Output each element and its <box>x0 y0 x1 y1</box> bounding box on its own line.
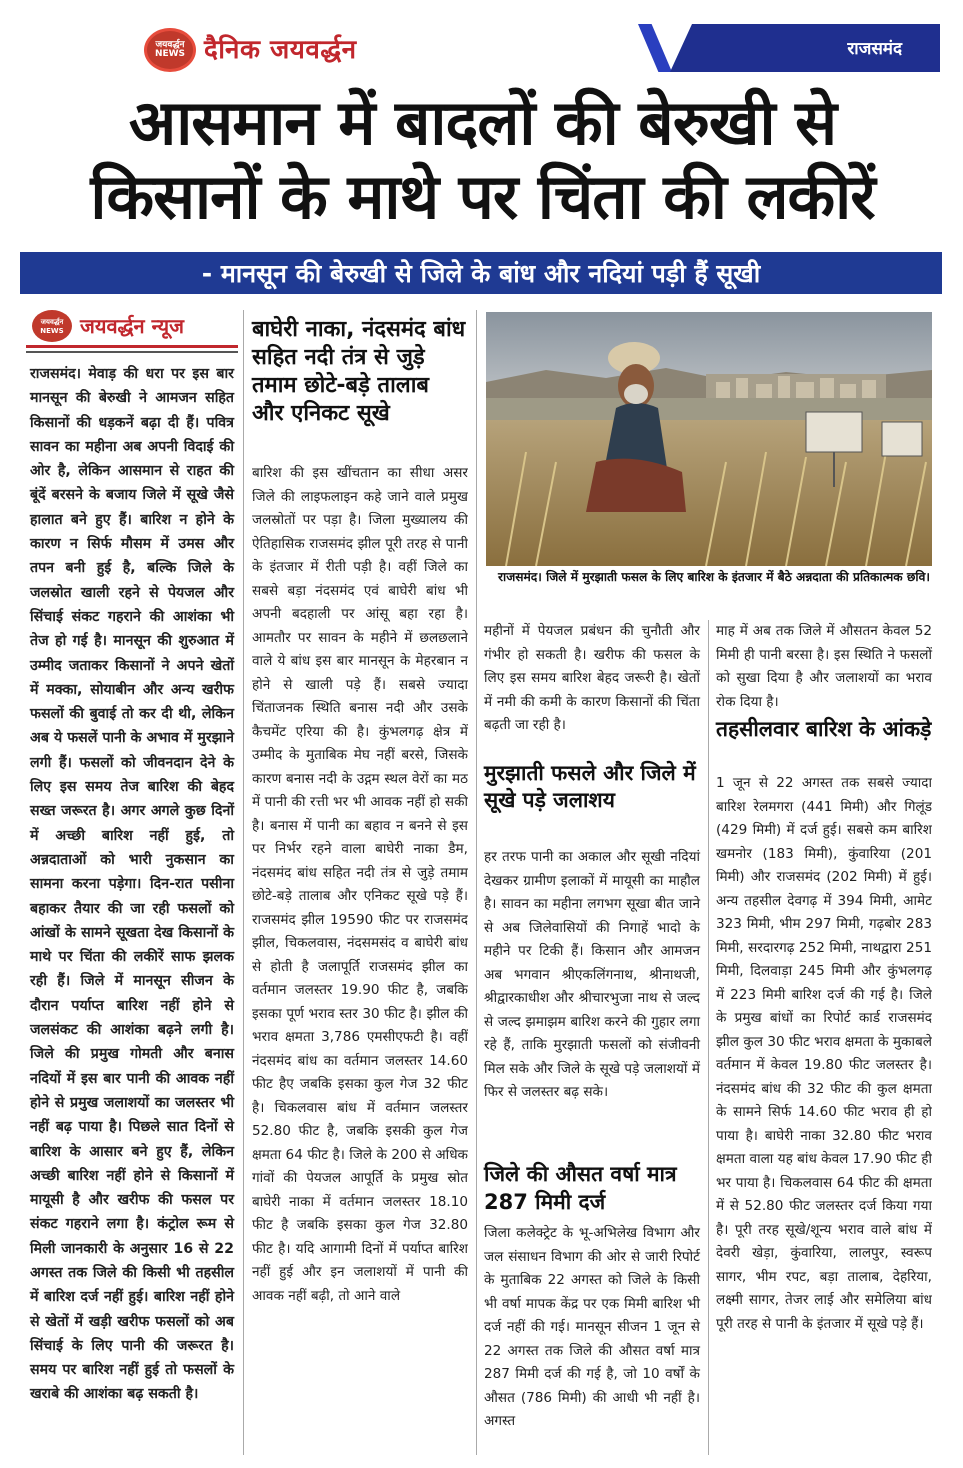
subheadline-bar <box>20 252 942 294</box>
news-logo <box>32 310 72 342</box>
column3-body-mid: हर तरफ पानी का अकाल और सूखी नदियां देखकर ग्रामीण इलाकों में मायूसी का माहौल है। सावन का महीना लगभग सूखा बीत जाने से अब जिलेवासियों की निगाहें भादो के महीने पर टिकी हैं। किसान और आमजन अब भगवान श्रीएकलिंगनाथ, श्रीनाथजी, श्रीद्वारकाधीश और श्रीचारभुजा नाथ से जल्द से जल्द झमाझम बारिश करने की गुहार लगा रहे हैं, ताकि मुरझाती फसलों को संजीवनी मिल सके और जिले के सूखे पड़े जलाशयों में फिर से जलस्तर बढ़ सके। <box>484 849 700 1100</box>
masthead-left <box>22 24 722 72</box>
column1-rule-thin <box>26 351 238 353</box>
column1-body: राजसमंद। मेवाड़ की धरा पर इस बार मानसून की बेरुखी ने आमजन सहित किसानों की धड़कनें बढ़ा दी हैं। पवित्र सावन का महीना अब अपनी विदाई की ओर है, लेकिन आसमान से राहत की बूंदें बरसने के बजाय जिले में सूखे जैसे हालात बने हुए हैं। बारिश न होने के कारण न सिर्फ मौसम में उमस और तपन बनी हुई है, बल्कि जिले के जलस्रोत खाली रहने से पेयजल और सिंचाई संकट गहराने की आशंका भी तेज हो गई है। मानसून की शुरुआत में उम्मीद जताकर किसानों ने अपने खेतों में मक्का, सोयाबीन और अन्य खरीफ फसलों की बुवाई तो कर दी थी, लेकिन अब ये फसलें पानी के अभाव में मुरझाने लगी हैं। फसलों को जीवनदान देने के लिए इस समय तेज बारिश की बेहद सख्त जरूरत है। अगर अगले कुछ दिनों में अच्छी बारिश नहीं हुई, तो अन्नदाताओं को भारी नुकसान का सामना करना पड़ेगा। दिन-रात पसीना बहाकर तैयार की जा रही फसलों को आंखों के सामने सूखता देख किसानों के माथे पर चिंता की लकीरें साफ झलक रही हैं। जिले में मानसून सीजन के दौरान पर्याप्त बारिश नहीं होने से जलसंकट की आशंका बढ़ने लगी है। जिले की प्रमुख गोमती और बनास नदियों में इस बार पानी की आवक नहीं होने से प्रमुख जलाशयों का जलस्तर भी नहीं बढ़ पाया है। पिछले सात दिनों से बारिश के आसार बने हुए हैं, लेकिन अच्छी बारिश नहीं होने से किसानों में मायूसी है और खरीफ की फसल पर संकट गहराने लगा है। कंट्रोल रूम से मिली जानकारी के अनुसार 16 से 22 अगस्त तक जिले की किसी भी तहसील में बारिश दर्ज नहीं हुई। बारिश नहीं होने से खेतों में खड़ी खरीफ फसलों को अब सिंचाई के लिए पानी की जरूरत है। समय पर बारिश नहीं हुई तो फसलों के खराबे की आशंका बढ़ सकती है। <box>30 366 234 1403</box>
column-divider-2 <box>476 310 477 1455</box>
column2-heading: बाघेरी नाका, नंदसमंद बांध सहित नदी तंत्र से जुड़े तमाम छोटे-बड़े तालाब और एनिकट सूखे <box>252 317 466 426</box>
news-logo-text: जयवर्द्धन NEWS <box>40 317 64 335</box>
column3-heading-2: जिले की औसत वर्षा मात्र 287 मिमी दर्ज <box>484 1162 677 1214</box>
headline-line-1: आसमान में बादलों की बेरुखी से <box>128 86 837 159</box>
main-headline <box>20 86 945 234</box>
column4-body-top: माह में अब तक जिले में औसतन केवल 52 मिमी ही पानी बरसा है। इस स्थिति ने फसलों को सुखा दिया है और जलाशयों का भराव रोक दिया है। <box>716 623 932 710</box>
headline-line-2: किसानों के माथे पर चिंता की लकीरें <box>90 160 875 233</box>
column2-body: बारिश की इस खींचतान का सीधा असर जिले की लाइफलाइन कहे जाने वाले प्रमुख जलस्रोतों पर पड़ा है। जिला मुख्यालय की ऐतिहासिक राजसमंद झील पूरी तरह से पानी के इंतजार में रीती पड़ी है। वहीं जिले का सबसे बड़ा नंदसमंद एवं बाघेरी बांध भी अपनी बदहाली पर आंसू बहा रहा है। आमतौर पर सावन के महीने में छलछलाने वाले ये बांध इस बार मानसून के मेहरबान न होने से खाली पड़े हैं। सबसे ज्यादा चिंताजनक स्थिति बनास नदी और उसके कैचमेंट एरिया की है। कुंभलगढ़ क्षेत्र में उम्मीद के मुताबिक मेघ नहीं बरसे, जिसके कारण बनास नदी के उद्गम स्थल वेरों का मठ में पानी की रत्ती भर भी आवक नहीं हो सकी है। बनास में पानी का बहाव न बनने से इस पर निर्भर रहने वाला बाघेरी नाका डैम, नंदसमंद बांध सहित नदी तंत्र से जुड़े तमाम छोटे-बड़े तालाब और एनिकट सूखे पड़े हैं। राजसमंद झील 19590 फीट पर राजसमंद झील, चिकलवास, नंदसमसंद व बाघेरी बांध से होती है जलापूर्ति राजसमंद झील का वर्तमान जलस्तर 19.90 फीट है, जबकि इसका पूर्ण भराव स्तर 30 फीट है। झील की भराव क्षमता 3,786 एमसीएफटी है। वहीं नंदसमंद बांध का वर्तमान जलस्तर 14.60 फीट हैए जबकि इसका कुल गेज 32 फीट है। चिकलवास बांध में वर्तमान जलस्तर 52.80 फीट है, जबकि इसकी कुल गेज क्षमता 64 फीट है। जिले के 200 से अधिक गांवों की पेयजल आपूर्ति के प्रमुख स्रोत बाघेरी नाका में वर्तमान जलस्तर 18.10 फीट है जबकि इसका कुल गेज 32.80 फीट है। यदि आगामी दिनों में पर्याप्त बारिश नहीं हुई और इन जलाशयों में पानी की आवक नहीं बढ़ी, तो आने वाले <box>252 465 468 1304</box>
column4-body-bottom: 1 जून से 22 अगस्त तक सबसे ज्यादा बारिश रेलमगरा (441 मिमी) और गिलूंड (429 मिमी) में दर्ज हुई। सबसे कम बारिश खमनोर (183 मिमी), कुंवारिया (201 मिमी) और राजसमंद (202 मिमी) में हुई। अन्य तहसील देवगढ़ में 394 मिमी, आमेट 323 मिमी, भीम 297 मिमी, गढ़बोर 283 मिमी, सरदारगढ़ 252 मिमी, नाथद्वारा 251 मिमी, दिलवाड़ा 245 मिमी और कुंभलगढ़ में 223 मिमी बारिश दर्ज की गई है। जिले के प्रमुख बांधों का रिपोर्ट कार्ड राजसमंद झील कुल 30 फीट भराव क्षमता के मुकाबले वर्तमान में केवल 19.80 फीट जलस्तर है। नंदसमंद बांध की 32 फीट की कुल क्षमता के सामने सिर्फ 14.60 फीट भराव ही हो पाया है। बाघेरी नाका 32.80 फीट भराव क्षमता वाला यह बांध केवल 17.90 फीट ही भर पाया है। चिकलवास 64 फीट की क्षमता में से 52.80 फीट जलस्तर दर्ज किया गया है। पूरी तरह सूखे/शून्य भराव वाले बांध में देवरी खेड़ा, कुंवारिया, लालपुर, स्वरूप सागर, भीम रपट, बड़ा तालाब, देहरिया, लक्ष्मी सागर, तेजर लाई और समेलिया बांध पूरी तरह से पानी के इंतजार में सूखे पड़े हैं। <box>716 775 932 1332</box>
newspaper-brand: दैनिक जयवर्द्धन <box>204 35 357 65</box>
newspaper-logo <box>144 28 196 72</box>
district-label: राजसमंद <box>847 39 902 59</box>
subheadline: - मानसून की बेरुखी से जिले के बांध और नदियां पड़ी हैं सूखी <box>201 259 761 288</box>
logo-text: जयवर्द्धन NEWS <box>154 40 186 59</box>
column4-heading: तहसीलवार बारिश के आंकड़े <box>716 717 932 741</box>
column3-heading-1: मुरझाती फसले और जिले में सूखे पड़े जलाशय <box>484 761 696 812</box>
column3-body-top: महीनों में पेयजल प्रबंधन की चुनौती और गंभीर हो सकती है। खरीफ की फसल के लिए इस समय बारिश बेहद जरूरी है। खेतों में नमी की कमी के कारण किसानों की चिंता बढ़ती जा रही है। <box>484 623 700 733</box>
column1-header <box>26 308 236 342</box>
column1-rule <box>26 345 238 348</box>
farmer-in-dry-field-image <box>486 312 932 566</box>
farmer-photo <box>486 312 932 566</box>
masthead <box>22 24 940 72</box>
news-brand: जयवर्द्धन न्यूज <box>80 314 184 338</box>
column-divider-3 <box>708 620 709 1455</box>
column3-body-bottom: जिला कलेक्ट्रेट के भू-अभिलेख विभाग और जल संसाधन विभाग की ओर से जारी रिपोर्ट के मुताबिक 22 अगस्त को जिले के किसी भी वर्षा मापक केंद्र पर एक मिमी बारिश भी दर्ज नहीं की गई। मानसून सीजन 1 जून से 22 अगस्त तक जिले की औसत वर्षा मात्र 287 मिमी दर्ज की गई है, जो 10 वर्षों के औसत (786 मिमी) की आधी भी नहीं है। अगस्त <box>484 1225 700 1429</box>
column-divider-1 <box>243 310 244 1455</box>
photo-caption: राजसमंद। जिले में मुरझाती फसल के लिए बारिश के इंतजार में बैठे अन्नदाता की प्रतिकात्मक छवि। <box>498 570 930 584</box>
